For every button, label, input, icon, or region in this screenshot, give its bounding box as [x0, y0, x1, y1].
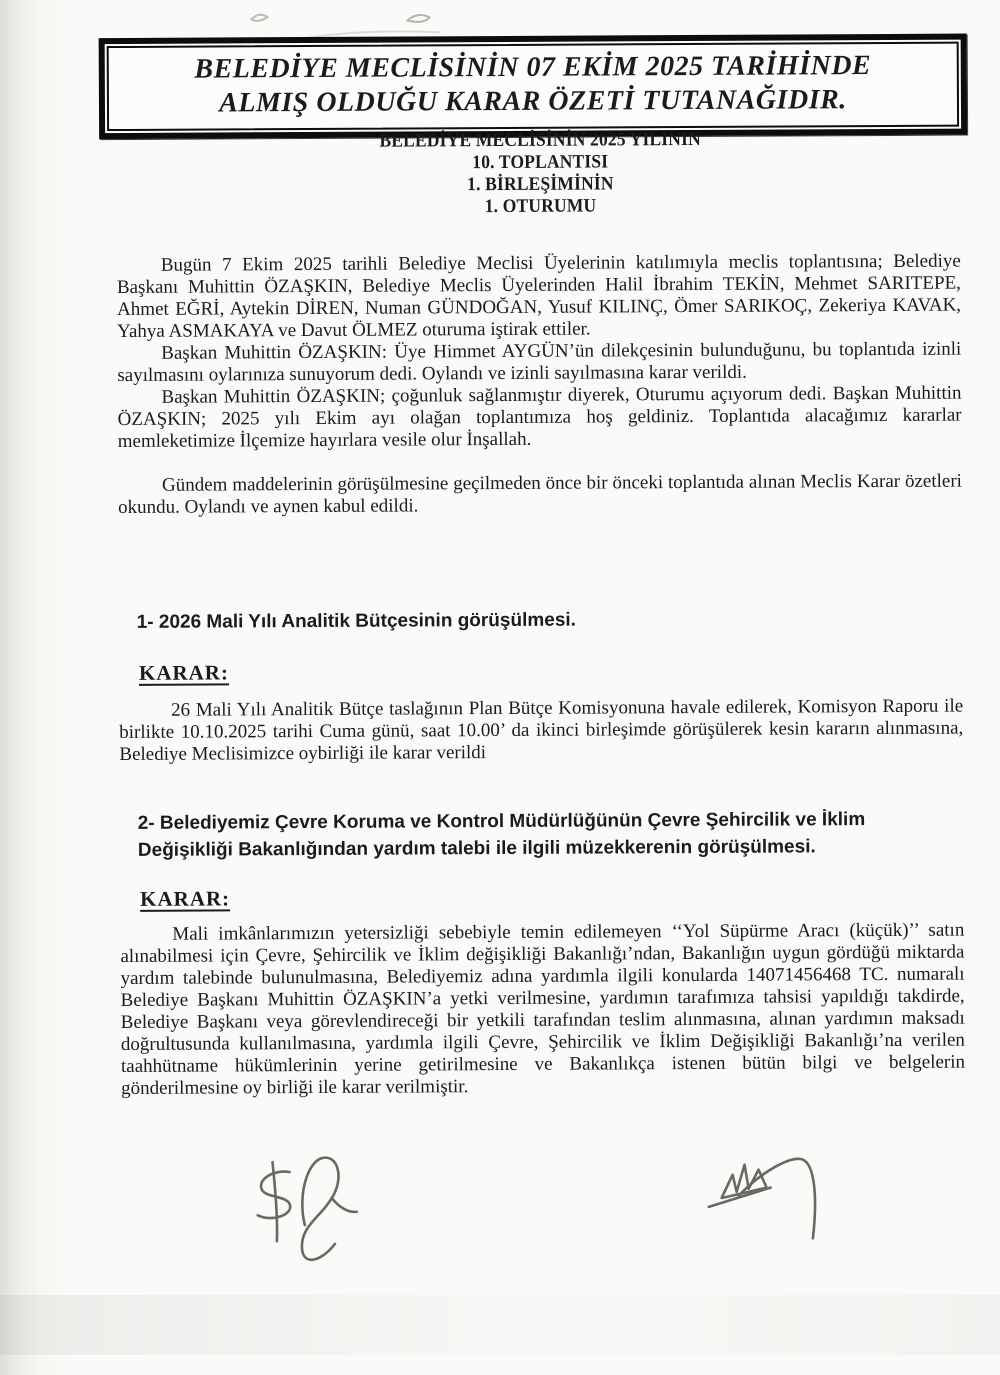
signature-initial-left-icon: [258, 1162, 291, 1241]
decision-text-2: Mali imkânlarımızın yetersizliği sebebiyle temin edilemeyen ‘‘Yol Süpürme Aracı (küçük)’’ satın alınabilmesi için Çevre, Şehircilik ve İklim değişikliği Bakanlığı’ndan, Bakanlığın uygun gördüğü miktarda yardım talebinde bulunulmasına, Belediyemiz adına yardımla ilgili konularda 14071456468 TC. numaralı Belediye Başkanı Muhittin ÖZAŞKIN’a yetki verilmesine, yardımın tarafımıza tahsisi yapıldığı takdirde, Belediye Başkanı veya görevlendireceği bir yetkili tarafından teslim alınmasına, alınan yardımın maksadı doğrultusunda kullanılmasına, yardımla ilgili Çevre, Şehircilik ve İklim Değişikliği Bakanlığı’na verilen taahhütname hükümlerinin yerine getirilmesine ve Bakanlıkça istenen bütün bilgi ve belgelerin gönderilmesine oy birliği ile karar verilmiştir.: [120, 919, 966, 1099]
session-number-line: 1. BİRLEŞİMİNİN: [467, 173, 614, 196]
title-box-inner-border: [107, 42, 959, 131]
paragraph-session-opening: Başkan Muhittin ÖZAŞKIN; çoğunluk sağlanmıştır diyerek, Oturumu açıyorum dedi. Başkan Muhittin ÖZAŞKIN; 2025 yılı Ekim ayı olağan toplantımıza hoş geldiniz. Toplantıda alacağımız kararlar memleketimize İlçemize hayırlara vesile olur İnşallah.: [117, 382, 962, 453]
decision-label-2: KARAR:: [140, 886, 231, 911]
agenda-item-1-heading: 1- 2026 Mali Yılı Analitik Bütçesinin görüşülmesi.: [136, 609, 576, 633]
meeting-year-line: BELEDİYE MECLİSİNİN 2025 YILININ: [379, 128, 701, 152]
paragraph-attendance: Bugün 7 Ekim 2025 tarihli Belediye Meclisi Üyelerinin katılımıyla meclis toplantısına; Belediye Başkanı Muhittin ÖZAŞKIN, Belediye Meclis Üyelerinden Halil İbrahim TEKİN, Mehmet SARITEPE, Ahmet EĞRİ, Aytekin DİREN, Numan GÜNDOĞAN, Yusuf KILINÇ, Ömer SARIKOÇ, Zekeriya KAVAK, Yahya ASMAKAYA ve Davut ÖLMEZ oturuma iştirak ettiler.: [116, 250, 962, 343]
signature-loop-left-icon: [301, 1157, 357, 1259]
decision-text-1: 26 Mali Yılı Analitik Bütçe taslağının Plan Bütçe Komisyonuna havale edilerek, Komisyon Raporu ile birlikte 10.10.2025 tarihi Cuma günü, saat 10.00’ da ikinci birleşimde görüşülerek kesin kararın alınmasına, Belediye Meclisimizce oybirliği ile karar verildi: [119, 695, 964, 766]
agenda-item-2-heading: 2- Belediyemiz Çevre Koruma ve Kontrol Müdürlüğünün Çevre Şehircilik ve İklim Değişikliği Bakanlığından yardım talebi ile ilgili müzekkerenin görüşülmesi.: [137, 809, 866, 861]
title-box: [99, 34, 968, 140]
meeting-session-info: [90, 127, 990, 220]
meeting-number-line: 10. TOPLANTISI: [472, 151, 609, 174]
paragraph-previous-minutes: Gündem maddelerinin görüşülmesine geçilmeden önce bir önceki toplantıda alınan Meclis Karar özetleri okundu. Oylandı ve aynen kabul edildi.: [118, 470, 963, 519]
signature-right-icon: [708, 1159, 815, 1239]
document-title-line1: BELEDİYE MECLİSİNİN 07 EKİM 2025 TARİHİNDE: [194, 50, 872, 85]
decision-label-1: KARAR:: [138, 660, 230, 685]
paragraph-excused-member: Başkan Muhittin ÖZAŞKIN: Üye Himmet AYGÜN’ün dilekçesinin bulunduğunu, bu toplantıda izinli sayılmasını oylarınıza sunuyorum dedi. Oylandı ve izinli sayılmasına karar verildi.: [117, 338, 962, 387]
sitting-number-line: 1. OTURUMU: [484, 195, 597, 218]
document-title-line2: ALMIŞ OLDUĞU KARAR ÖZETİ TUTANAĞIDIR.: [219, 84, 847, 119]
document-body: [117, 251, 965, 1100]
